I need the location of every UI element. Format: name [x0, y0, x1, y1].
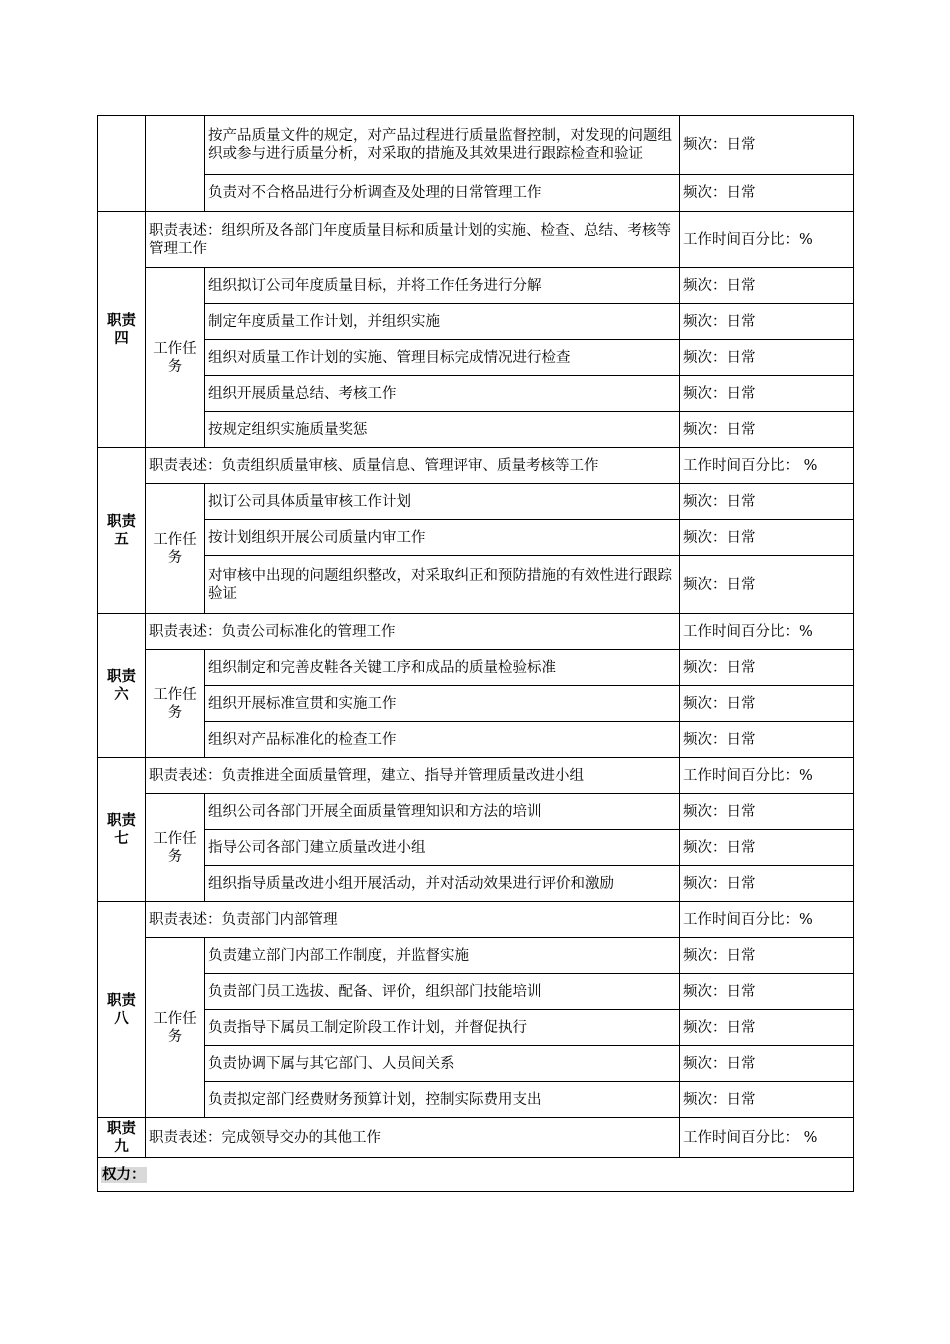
task-text: 指导公司各部门建立质量改进小组 — [205, 830, 680, 866]
duty9-row — [98, 1118, 854, 1158]
duty-description: 职责表述：组织所及各部门年度质量目标和质量计划的实施、检查、总结、考核等管理工作 — [146, 212, 680, 268]
task-row — [98, 794, 854, 830]
task-text: 负责部门员工选拔、配备、评价，组织部门技能培训 — [205, 974, 680, 1010]
authority-row — [98, 1158, 854, 1192]
task-text: 负责协调下属与其它部门、人员间关系 — [205, 1046, 680, 1082]
task-row — [98, 1082, 854, 1118]
duty-label: 职责五 — [98, 448, 146, 614]
task-row — [98, 686, 854, 722]
task-frequency: 频次：日常 — [680, 484, 854, 520]
task-frequency: 频次：日常 — [680, 1046, 854, 1082]
task-frequency: 频次：日常 — [680, 974, 854, 1010]
task-text: 对审核中出现的问题组织整改，对采取纠正和预防措施的有效性进行跟踪验证 — [205, 556, 680, 614]
task-text: 组织拟订公司年度质量目标，并将工作任务进行分解 — [205, 268, 680, 304]
duty-desc-row — [98, 758, 854, 794]
task-text: 按计划组织开展公司质量内审工作 — [205, 520, 680, 556]
work-task-label: 工作任务 — [146, 268, 205, 448]
time-percentage: 工作时间百分比：% — [680, 758, 854, 794]
task-frequency: 频次：日常 — [680, 412, 854, 448]
task-text: 组织对产品标准化的检查工作 — [205, 722, 680, 758]
time-percentage: 工作时间百分比：% — [680, 212, 854, 268]
task-row — [98, 650, 854, 686]
time-percentage: 工作时间百分比：% — [680, 902, 854, 938]
task-row — [98, 938, 854, 974]
task-row — [98, 304, 854, 340]
task-row — [98, 830, 854, 866]
task-frequency: 频次：日常 — [680, 520, 854, 556]
task-frequency: 频次：日常 — [680, 1082, 854, 1118]
task-text: 制定年度质量工作计划，并组织实施 — [205, 304, 680, 340]
task-row — [98, 340, 854, 376]
duty-description: 职责表述：负责组织质量审核、质量信息、管理评审、质量考核等工作 — [146, 448, 680, 484]
table-body — [98, 116, 854, 1192]
task-frequency: 频次：日常 — [680, 830, 854, 866]
task-row — [98, 866, 854, 902]
duty-description: 职责表述：完成领导交办的其他工作 — [146, 1118, 680, 1158]
time-percentage: 工作时间百分比： % — [680, 448, 854, 484]
task-row — [98, 520, 854, 556]
task-text: 负责指导下属员工制定阶段工作计划，并督促执行 — [205, 1010, 680, 1046]
task-frequency: 频次：日常 — [680, 175, 854, 212]
task-row — [98, 1046, 854, 1082]
duty-description: 职责表述：负责公司标准化的管理工作 — [146, 614, 680, 650]
task-text: 组织对质量工作计划的实施、管理目标完成情况进行检查 — [205, 340, 680, 376]
task-row — [98, 376, 854, 412]
authority-label: 权力： — [102, 1166, 146, 1183]
task-row — [98, 268, 854, 304]
task-row — [98, 484, 854, 520]
task-frequency: 频次：日常 — [680, 794, 854, 830]
task-row — [98, 556, 854, 614]
task-text: 按规定组织实施质量奖惩 — [205, 412, 680, 448]
task-text: 组织开展标准宣贯和实施工作 — [205, 686, 680, 722]
task-frequency: 频次：日常 — [680, 866, 854, 902]
task-frequency: 频次：日常 — [680, 268, 854, 304]
task-frequency: 频次：日常 — [680, 304, 854, 340]
work-task-label: 工作任务 — [146, 938, 205, 1118]
duty-description: 职责表述：负责推进全面质量管理，建立、指导并管理质量改进小组 — [146, 758, 680, 794]
task-text: 组织指导质量改进小组开展活动，并对活动效果进行评价和激励 — [205, 866, 680, 902]
task-frequency: 频次：日常 — [680, 686, 854, 722]
duty-label: 职责六 — [98, 614, 146, 758]
task-row — [98, 974, 854, 1010]
task-row — [98, 722, 854, 758]
task-text: 负责对不合格品进行分析调查及处理的日常管理工作 — [205, 175, 680, 212]
task-frequency: 频次：日常 — [680, 116, 854, 175]
task-text: 拟订公司具体质量审核工作计划 — [205, 484, 680, 520]
task-text: 负责建立部门内部工作制度，并监督实施 — [205, 938, 680, 974]
duty-label: 职责七 — [98, 758, 146, 902]
authority-cell — [98, 1158, 854, 1192]
task-text: 组织公司各部门开展全面质量管理知识和方法的培训 — [205, 794, 680, 830]
duty-label-cell-continued — [98, 116, 146, 212]
task-row — [98, 1010, 854, 1046]
time-percentage: 工作时间百分比： % — [680, 1118, 854, 1158]
duty-description: 职责表述：负责部门内部管理 — [146, 902, 680, 938]
task-text: 负责拟定部门经费财务预算计划，控制实际费用支出 — [205, 1082, 680, 1118]
task-text: 组织制定和完善皮鞋各关键工序和成品的质量检验标准 — [205, 650, 680, 686]
task-frequency: 频次：日常 — [680, 650, 854, 686]
continuation-row — [98, 116, 854, 175]
duty-label: 职责四 — [98, 212, 146, 448]
task-frequency: 频次：日常 — [680, 722, 854, 758]
task-frequency: 频次：日常 — [680, 556, 854, 614]
work-label-cell-continued — [146, 116, 205, 212]
task-frequency: 频次：日常 — [680, 376, 854, 412]
task-frequency: 频次：日常 — [680, 1010, 854, 1046]
task-frequency: 频次：日常 — [680, 938, 854, 974]
work-task-label: 工作任务 — [146, 650, 205, 758]
continuation-row — [98, 175, 854, 212]
duty-label: 职责八 — [98, 902, 146, 1118]
duty-desc-row — [98, 448, 854, 484]
job-description-table — [97, 115, 854, 1192]
work-task-label: 工作任务 — [146, 794, 205, 902]
duty-desc-row — [98, 212, 854, 268]
duty-desc-row — [98, 614, 854, 650]
task-frequency: 频次：日常 — [680, 340, 854, 376]
task-text: 组织开展质量总结、考核工作 — [205, 376, 680, 412]
time-percentage: 工作时间百分比：% — [680, 614, 854, 650]
duty-label: 职责九 — [98, 1118, 146, 1158]
duty-desc-row — [98, 902, 854, 938]
task-text: 按产品质量文件的规定，对产品过程进行质量监督控制，对发现的问题组织或参与进行质量分析，对采取的措施及其效果进行跟踪检查和验证 — [205, 116, 680, 175]
work-task-label: 工作任务 — [146, 484, 205, 614]
task-row — [98, 412, 854, 448]
